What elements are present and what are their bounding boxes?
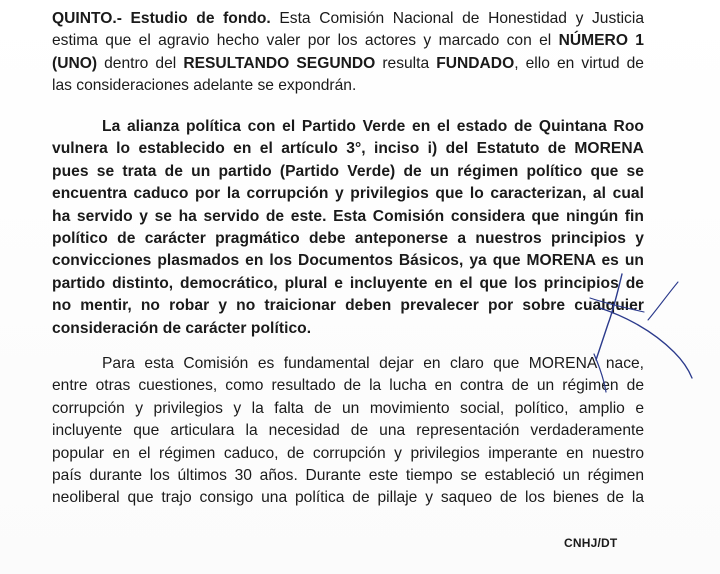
text-line: Para esta Comisión es fundamental dejar en claro que MORENA nace,	[102, 355, 644, 372]
text-line: político de carácter pragmático debe anteponerse a nuestros principios y	[52, 230, 644, 248]
text-line: popular en el régimen caduco, de corrupción y privilegios imperante en nuestro	[52, 444, 644, 462]
text-line: convicciones plasmados en los Documentos Básicos, ya que MORENA es un	[52, 252, 644, 270]
text-line: las consideraciones adelante se expondrán.	[52, 77, 357, 95]
text-line: estima que el agravio hecho valer por los actores y marcado con el NÚMERO 1	[52, 32, 644, 50]
text-line: encuentra caduco por la corrupción y privilegios que lo caracterizan, al cual	[52, 185, 644, 203]
paragraph-quinto	[52, 8, 644, 98]
text-line: pues se trata de un partido (Partido Verde) de un régimen político que se	[52, 162, 644, 180]
text-line: corrupción y privilegios y la falta de un movimiento social, político, amplio e	[52, 399, 644, 417]
text-line: ha servido y se ha servido de este. Esta Comisión considera que ningún fin	[52, 207, 644, 225]
text-line: (UNO) dentro del RESULTANDO SEGUNDO resulta FUNDADO, ello en virtud de	[52, 54, 644, 72]
signature-mark	[560, 268, 710, 398]
paragraph-comision	[52, 353, 644, 510]
document-reference: CNHJ/DT	[564, 536, 618, 550]
section-heading: QUINTO.- Estudio de fondo.	[52, 10, 271, 27]
text-line: vulnera lo establecido en el artículo 3°, inciso i) del Estatuto de MORENA	[52, 140, 644, 158]
text-line: entre otras cuestiones, como resultado de la lucha en contra de un régimen de	[52, 377, 644, 395]
paragraph-alianza	[52, 116, 644, 340]
text-line: país durante los últimos 30 años. Durante este tiempo se estableció un régimen	[52, 467, 644, 485]
text-line: QUINTO.- Estudio de fondo. Esta Comisión Nacional de Honestidad y Justicia	[52, 10, 644, 27]
text-line: no mentir, no robar y no traicionar deben prevalecer por sobre cualquier	[52, 297, 644, 315]
text-line: neoliberal que trajo consigo una política de pillaje y saqueo de los bienes de la	[52, 489, 644, 507]
text-line: La alianza política con el Partido Verde en el estado de Quintana Roo	[102, 118, 644, 135]
text-line: partido distinto, democrático, plural e incluyente en el que los principios de	[52, 274, 644, 292]
text-line: incluyente que articulara la necesidad de una representación verdaderamente	[52, 422, 644, 440]
text-line: consideración de carácter político.	[52, 319, 312, 337]
